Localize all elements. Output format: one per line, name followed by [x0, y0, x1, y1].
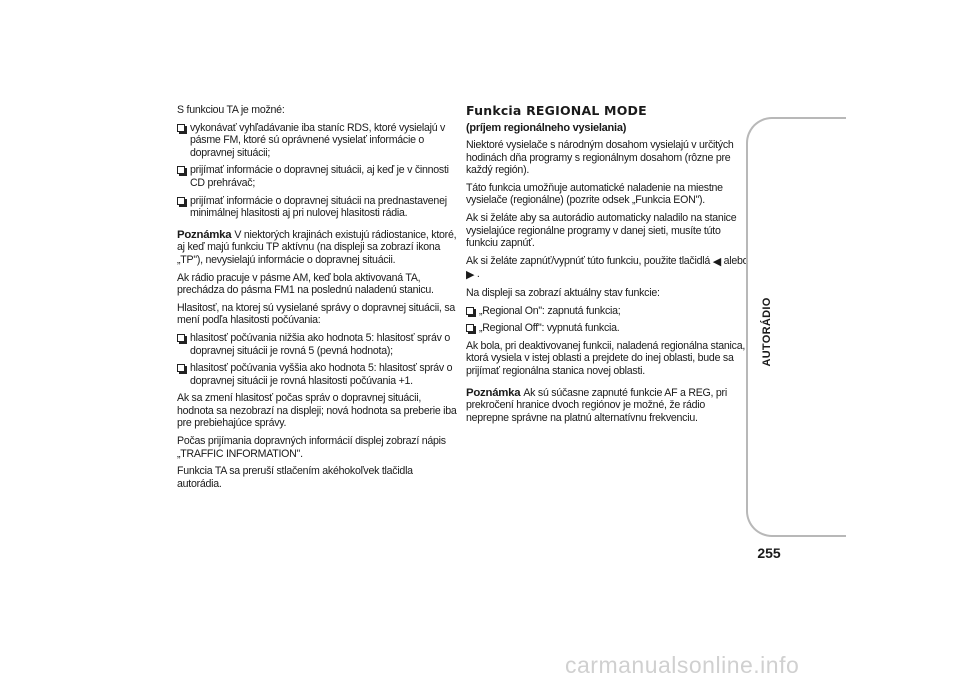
left-column: [177, 104, 459, 495]
traffic-info-paragraph: Počas prijímania dopravných informácií displej zobrazí nápis „TRAFFIC INFORMATION".: [177, 435, 446, 460]
buttons-paragraph: Ak si želáte zapnúť/vypnúť túto funkciu, použite tlačidlá ◀ alebo ▶ .: [466, 254, 749, 282]
page-number: 255: [757, 545, 781, 561]
checkbox-bullet-icon: [466, 324, 474, 332]
note-paragraph: [466, 387, 750, 425]
am-paragraph: Ak rádio pracuje v pásme AM, keď bola aktivovaná TA, prechádza do pásma FM1 na poslednú naladenú stanicu.: [177, 271, 434, 297]
list-item: hlasitosť počúvania nižšia ako hodnota 5: hlasitosť správ o dopravnej situácii je rovná 5 (pevná hodnota);: [177, 332, 459, 357]
checkbox-bullet-icon: [177, 334, 185, 342]
list-item: vykonávať vyhľadávanie iba staníc RDS, ktoré vysielajú v pásme FM, ktoré sú oprávnené vysielať informácie o dopravnej situácii;: [177, 122, 459, 160]
volume-intro: Hlasitosť, na ktorej sú vysielané správy o dopravnej situácii, sa mení podľa hlasitosti počúvania:: [177, 301, 456, 327]
checkbox-bullet-icon: [177, 124, 185, 132]
note-text: Ak sú súčasne zapnuté funkcie AF a REG, pri prekročení hranice dvoch regiónov je možné, že rádio neprepne správne na platnú alternatívnu frekvenciu.: [466, 386, 727, 424]
ta-intro: S funkciou TA je možné:: [177, 104, 285, 116]
ta-interrupt-paragraph: Funkcia TA sa preruší stlačením akéhokoľvek tlačidla autorádia.: [177, 465, 413, 490]
watermark: carmanualsonline.info: [565, 652, 800, 678]
paragraph: Ak si želáte aby sa autorádio automaticky naladilo na stanice vysielajúce regionálne programy v danej sieti, musíte túto funkciu zapnúť.: [466, 211, 737, 250]
list-item: „Regional Off": vypnutá funkcia.: [466, 322, 750, 335]
paragraph: Táto funkcia umožňuje automatické naladenie na miestne vysielače (regionálne) (pozrite odsek „Funkcia EON").: [466, 181, 723, 207]
chapter-label: AUTORÁDIO: [761, 297, 773, 367]
paragraph: Ak bola, pri deaktivovanej funkcii, naladená regionálna stanica, ktorá vysiela v istej oblasti a prejdete do inej oblasti, bude sa prijímať regionálna stanica novej oblasti.: [466, 339, 746, 377]
checkbox-bullet-icon: [466, 307, 474, 315]
note-paragraph: [177, 229, 459, 267]
checkbox-bullet-icon: [177, 197, 185, 205]
right-column: [466, 104, 750, 429]
volume-change-paragraph: Ak sa zmení hlasitosť počas správ o dopravnej situácii, hodnota sa nezobrazí na displeji; nová hodnota sa preberie iba pre prebiehajúce správy.: [177, 392, 457, 430]
note-text: V niektorých krajinách existujú rádiostanice, ktoré, aj keď majú funkciu TP aktívnu (na displeji sa zobrazí ikona „TP"), nevysielajú informácie o dopravnej situácii.: [177, 228, 457, 266]
paragraph: Niektoré vysielače s národným dosahom vysielajú v určitých hodinách dňa programy s regionálnym dosahom (rôzne pre každý región).: [466, 139, 734, 177]
note-label: Poznámka: [177, 228, 232, 241]
list-item: hlasitosť počúvania vyššia ako hodnota 5: hlasitosť správ o dopravnej situácii je rovná hlasitosti počúvania +1.: [177, 362, 459, 387]
note-label: Poznámka: [466, 386, 521, 399]
section-subheading: (príjem regionálneho vysielania): [466, 122, 627, 134]
left-arrow-icon: ◀: [712, 255, 721, 268]
checkbox-bullet-icon: [177, 364, 185, 372]
list-item: prijímať informácie o dopravnej situácii, aj keď je v činnosti CD prehrávač;: [177, 164, 459, 189]
right-arrow-icon: ▶: [466, 269, 475, 282]
section-heading: Funkcia REGIONAL MODE: [466, 103, 647, 118]
checkbox-bullet-icon: [177, 166, 185, 174]
list-item: „Regional On": zapnutá funkcia;: [466, 305, 750, 318]
list-item: prijímať informácie o dopravnej situácii na prednastavenej minimálnej hlasitosti aj pri nulovej hlasitosti rádia.: [177, 195, 459, 220]
paragraph: Na displeji sa zobrazí aktuálny stav funkcie:: [466, 286, 660, 299]
